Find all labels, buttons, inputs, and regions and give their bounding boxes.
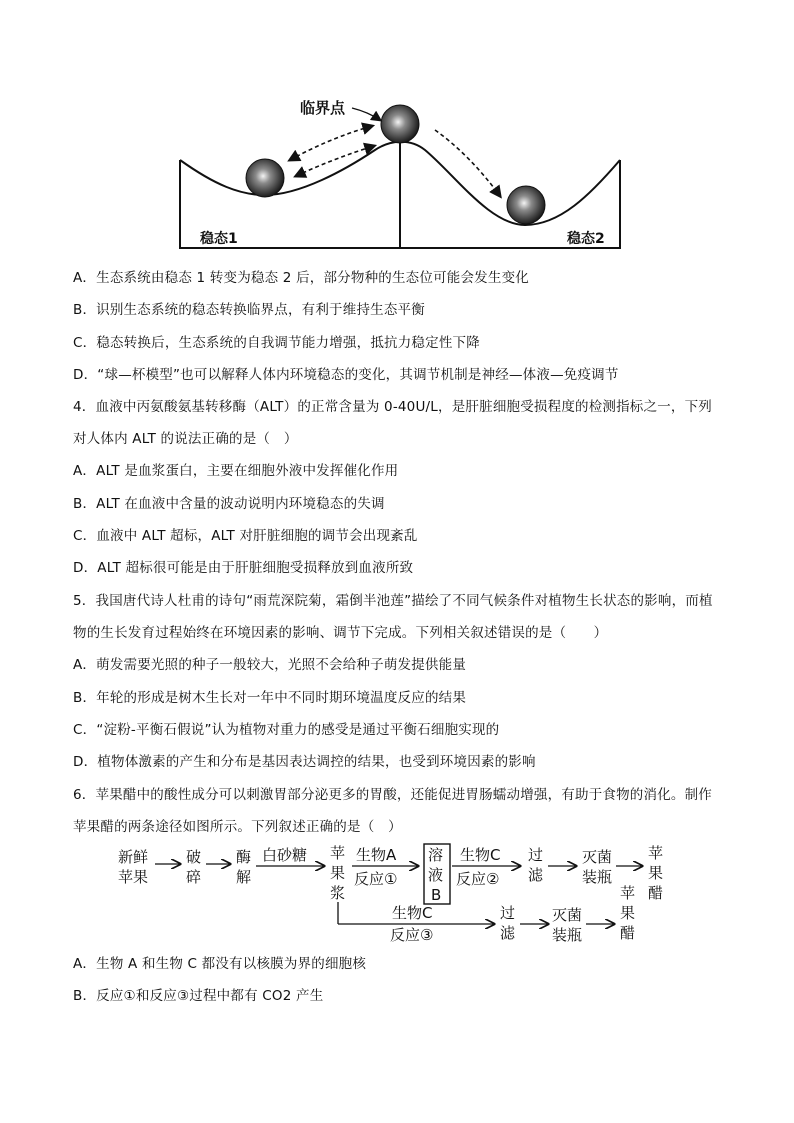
ball-state1 — [246, 159, 284, 197]
arrow-left-upper — [290, 126, 372, 160]
q4-stem-line1: 4．血液中丙氨酸氨基转移酶（ALT）的正常含量为 0-40U/L，是肝脏细胞受损程度的检测指标之一，下列 — [73, 399, 713, 415]
q5-stem-line2: 物的生长发育过程始终在环境因素的影响、调节下完成。下列相关叙述错误的是（ ） — [73, 625, 608, 641]
node-sterilize-2a: 灭菌 — [552, 906, 583, 924]
node-crush-2: 碎 — [186, 868, 202, 886]
q6-stem-line1: 6．苹果醋中的酸性成分可以刺激胃部分泌更多的胃酸，还能促进胃肠蠕动增强，有助于食物的消化。制作 — [73, 787, 712, 803]
q5-option-c: C．“淀粉-平衡石假说”认为植物对重力的感受是通过平衡石细胞实现的 — [73, 722, 500, 738]
node-fresh-apple-1: 新鲜 — [118, 848, 149, 866]
q4-option-c: C．血液中 ALT 超标，ALT 对肝脏细胞的调节会出现紊乱 — [73, 528, 418, 544]
q6-option-b: B．反应①和反应③过程中都有 CO2 产生 — [73, 988, 324, 1004]
state1-label: 稳态1 — [200, 231, 238, 247]
node-enzymolysis-2: 解 — [236, 868, 252, 886]
edge-reaction-3: 反应③ — [390, 926, 434, 944]
arrow-to-critical — [352, 108, 380, 120]
arrow-right-down — [435, 130, 500, 196]
node-solution-b-2: 液 — [428, 866, 444, 884]
node-fresh-apple-2: 苹果 — [118, 868, 149, 886]
critical-point-label: 临界点 — [300, 99, 346, 117]
node-filter-2a: 过 — [500, 904, 516, 922]
q5-option-b: B．年轮的形成是树木生长对一年中不同时期环境温度反应的结果 — [73, 690, 467, 706]
ball-state2 — [507, 186, 545, 224]
node-filter-2b: 滤 — [500, 924, 516, 942]
q3-option-a: A．生态系统由稳态 1 转变为稳态 2 后，部分物种的生态位可能会发生变化 — [73, 270, 529, 286]
q4-option-a: A．ALT 是血浆蛋白，主要在细胞外液中发挥催化作用 — [73, 463, 399, 479]
edge-white-sugar: 白砂糖 — [262, 846, 308, 864]
q5-option-d: D．植物体激素的产生和分布是基因表达调控的结果，也受到环境因素的影响 — [73, 754, 536, 770]
node-enzymolysis-1: 酶 — [236, 848, 252, 866]
node-apple-pulp-1: 苹 — [330, 844, 346, 862]
q6-stem-line2: 苹果醋的两条途径如图所示。下列叙述正确的是（ ） — [73, 819, 402, 835]
node-sterilize-1b: 装瓶 — [582, 868, 613, 886]
ball-cup-model-figure — [0, 0, 794, 260]
node-solution-b-3: B — [431, 886, 442, 904]
apple-vinegar-flow-diagram — [0, 840, 794, 950]
node-vinegar-2c: 醋 — [620, 924, 636, 942]
node-vinegar-2b: 果 — [620, 904, 636, 922]
q4-stem-line2: 对人体内 ALT 的说法正确的是（ ） — [73, 431, 298, 447]
node-filter-1a: 过 — [528, 846, 544, 864]
node-sterilize-2b: 装瓶 — [552, 926, 583, 944]
arrow-left-lower — [296, 146, 374, 176]
node-vinegar-1a: 苹 — [648, 844, 664, 862]
q6-option-a: A．生物 A 和生物 C 都没有以核膜为界的细胞核 — [73, 956, 367, 972]
q3-option-c: C．稳态转换后，生态系统的自我调节能力增强，抵抗力稳定性下降 — [73, 335, 480, 351]
node-vinegar-1b: 果 — [648, 864, 664, 882]
edge-reaction-1: 反应① — [354, 870, 398, 888]
node-vinegar-2a: 苹 — [620, 884, 636, 902]
q4-option-b: B．ALT 在血液中含量的波动说明内环境稳态的失调 — [73, 496, 385, 512]
ball-critical-point — [381, 105, 419, 143]
node-crush-1: 破 — [186, 848, 202, 866]
node-filter-1b: 滤 — [528, 866, 544, 884]
q5-option-a: A．萌发需要光照的种子一般较大，光照不会给种子萌发提供能量 — [73, 657, 467, 673]
node-vinegar-1c: 醋 — [648, 884, 664, 902]
node-apple-pulp-2: 果 — [330, 864, 346, 882]
q3-option-d: D．“球—杯模型”也可以解释人体内环境稳态的变化，其调节机制是神经—体液—免疫调节 — [73, 367, 619, 383]
state2-label: 稳态2 — [567, 231, 605, 247]
edge-reaction-2: 反应② — [456, 870, 500, 888]
node-apple-pulp-3: 浆 — [330, 884, 346, 902]
q4-option-d: D．ALT 超标很可能是由于肝脏细胞受损释放到血液所致 — [73, 560, 414, 576]
node-solution-b-1: 溶 — [428, 846, 444, 864]
edge-organism-c-2: 生物C — [392, 904, 433, 922]
edge-organism-a: 生物A — [356, 846, 397, 864]
edge-organism-c-1: 生物C — [460, 846, 501, 864]
q5-stem-line1: 5．我国唐代诗人杜甫的诗句“雨荒深院菊，霜倒半池莲”描绘了不同气候条件对植物生长状态的影响，而植 — [73, 593, 713, 609]
q3-option-b: B．识别生态系统的稳态转换临界点，有利于维持生态平衡 — [73, 302, 425, 318]
node-sterilize-1a: 灭菌 — [582, 848, 613, 866]
